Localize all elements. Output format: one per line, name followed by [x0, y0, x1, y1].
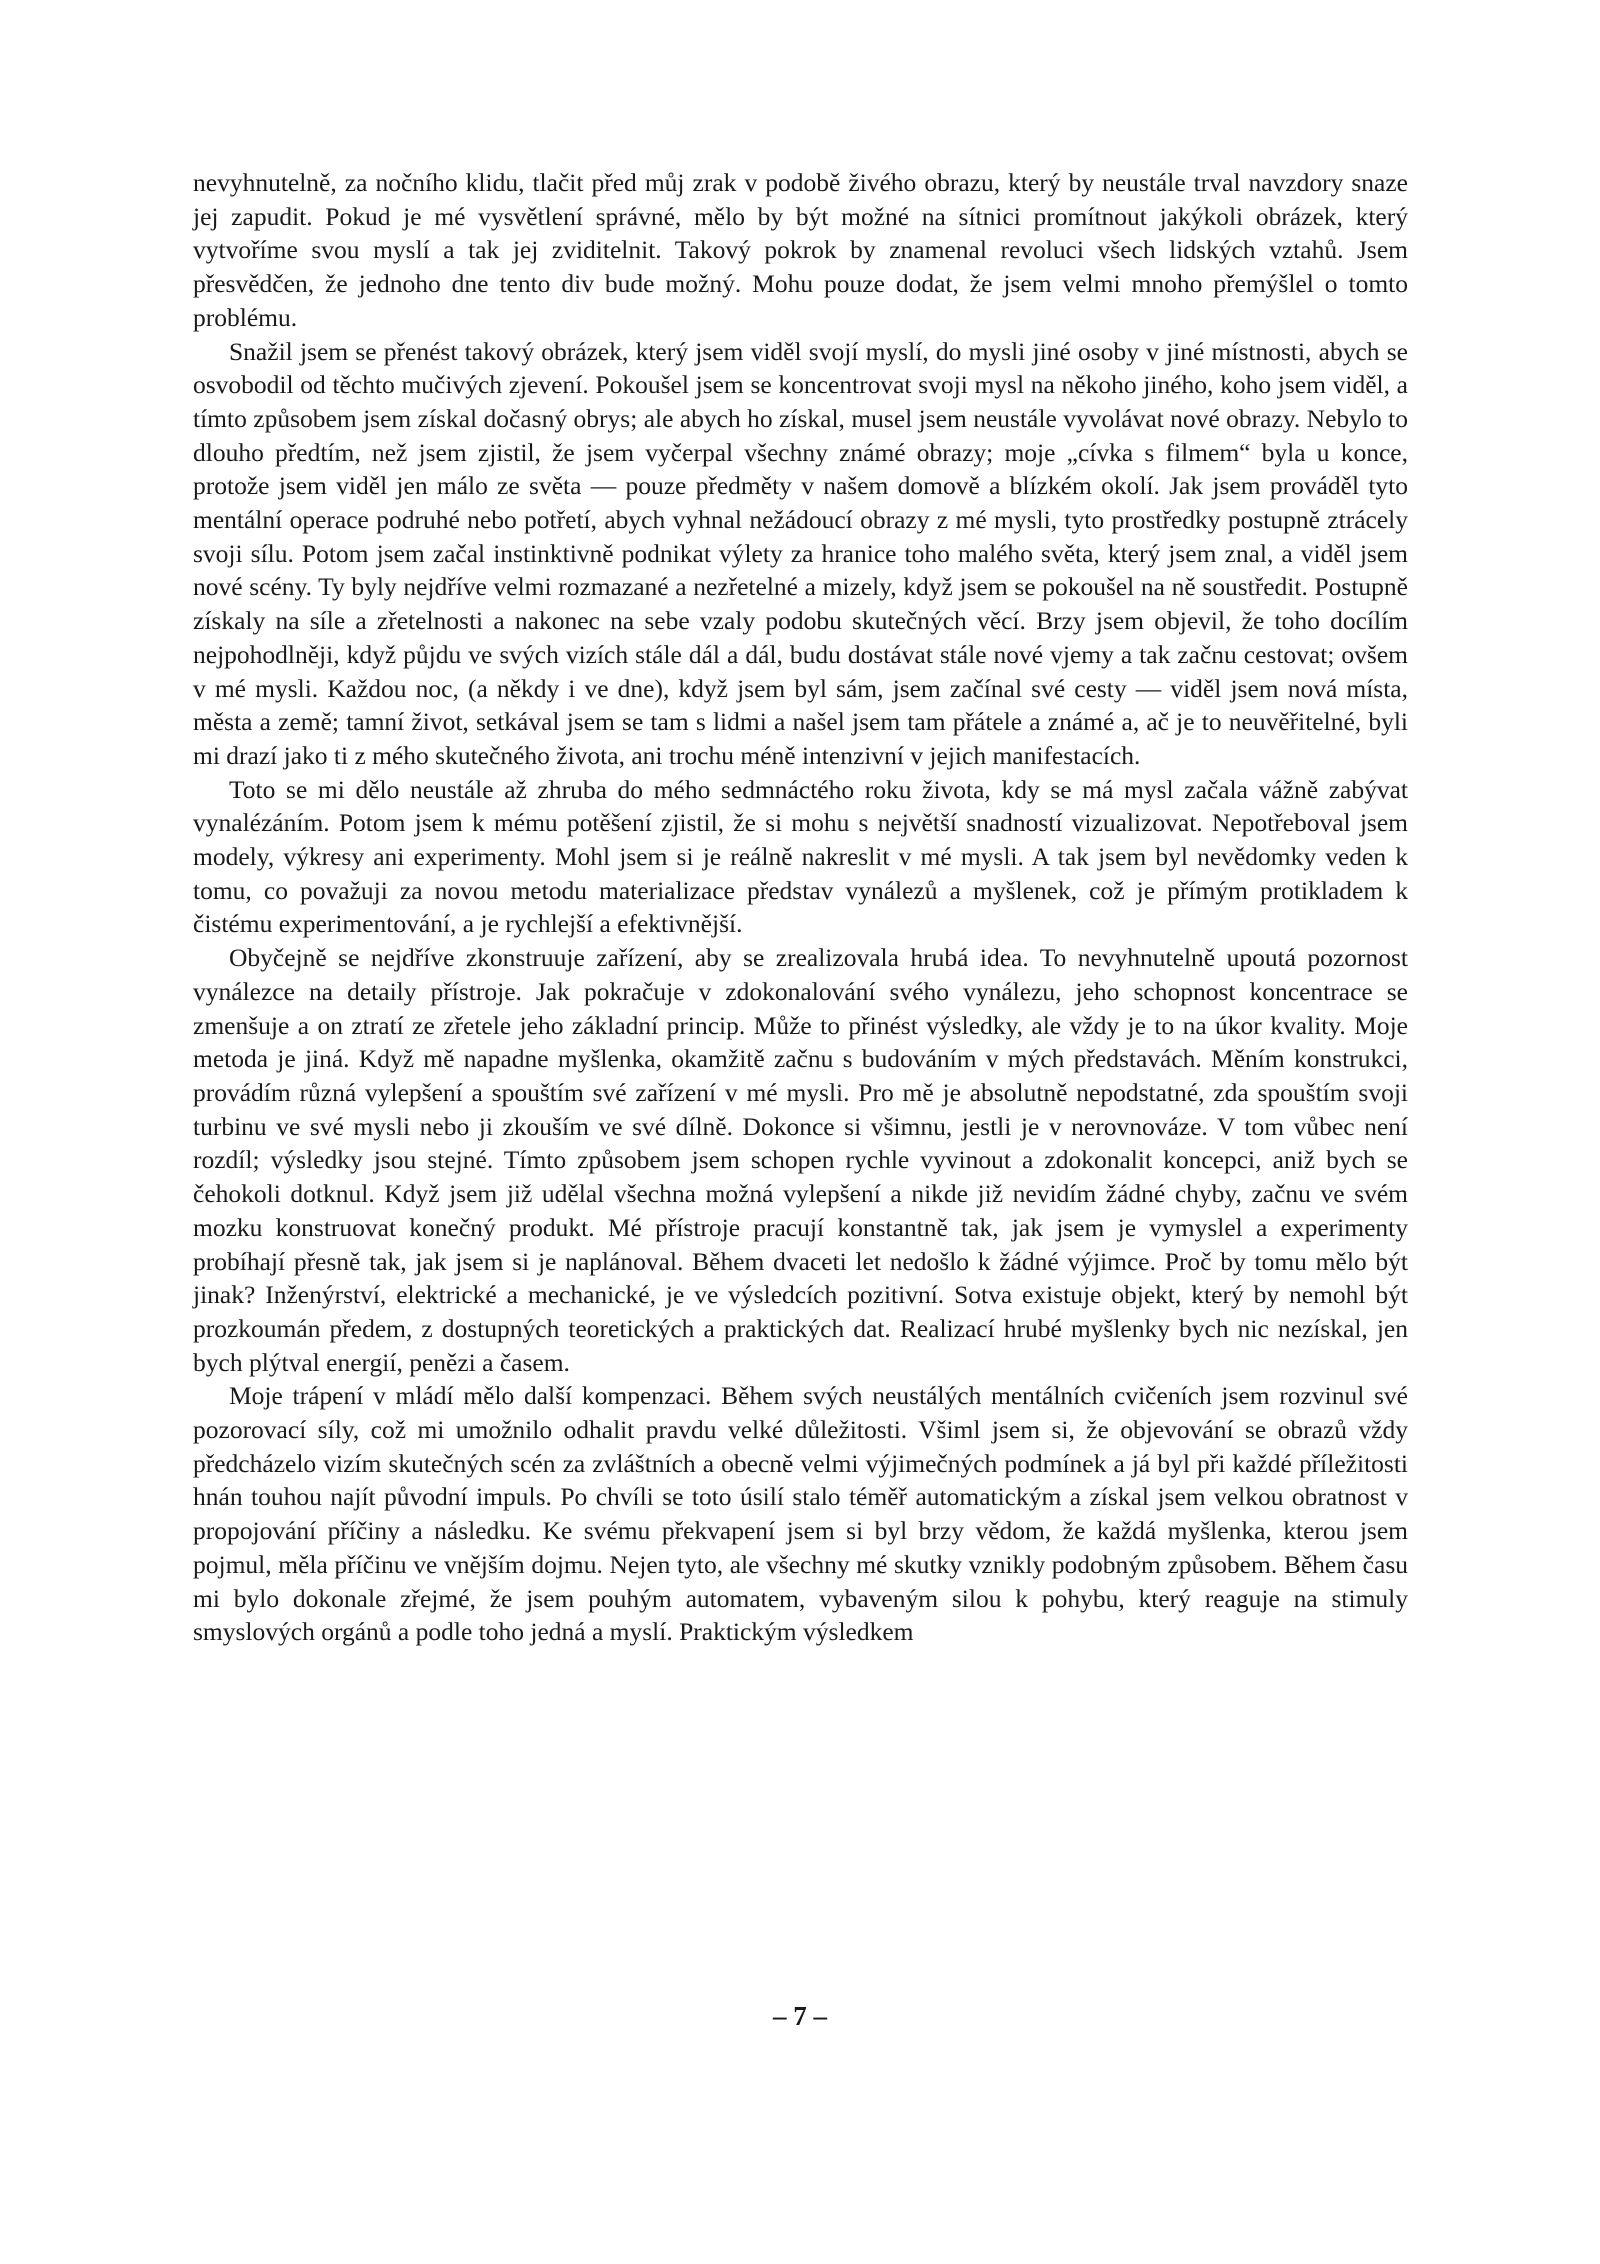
paragraph-5: Moje trápení v mládí mělo další kompenzaci. Během svých neustálých mentálních cvičeních jsem rozvinul své pozorovací síly, což mi umožnilo odhalit pravdu velké důležitosti. Všiml jsem si, že objevování se obrazů vždy předcházelo vizím skutečných scén za zvláštních a obecně velmi výjimečných podmínek a já byl při každé příležitosti hnán touhou najít původní impuls. Po chvíli se toto úsilí stalo téměř automatickým a získal jsem velkou obratnost v propojování příčiny a následku. Ke svému překvapení jsem si byl brzy vědom, že každá myšlenka, kterou jsem pojmul, měla příčinu ve vnějším dojmu. Nejen tyto, ale všechny mé skutky vznikly podobným způsobem. Během času mi bylo dokonale zřejmé, že jsem pouhým automatem, vybaveným silou k pohybu, který reaguje na stimuly smyslových orgánů a podle toho jedná a myslí. Praktickým výsledkem: [193, 1381, 1408, 1647]
paragraph-4: Obyčejně se nejdříve zkonstruuje zařízení, aby se zrealizovala hrubá idea. To nevyhnutelně upoutá pozornost vynálezce na detaily přístroje. Jak pokračuje v zdokonalování svého vynálezu, jeho schopnost koncentrace se zmenšuje a on ztratí ze zřetele jeho základní princip. Může to přinést výsledky, ale vždy je to na úkor kvality. Moje metoda je jiná. Když mě napadne myšlenka, okamžitě začnu s budováním v mých představách. Měním konstrukci, provádím různá vylepšení a spouštím své zařízení v mé mysli. Pro mě je absolutně nepodstatné, zda spouštím svoji turbinu ve své mysli nebo ji zkouším ve své dílně. Dokonce si všimnu, jestli je v nerovnováze. V tom vůbec není rozdíl; výsledky jsou stejné. Tímto způsobem jsem schopen rychle vyvinout a zdokonalit koncepci, aniž bych se čehokoli dotknul. Když jsem již udělal všechna možná vylepšení a nikde již nevidím žádné chyby, začnu ve svém mozku konstruovat konečný produkt. Mé přístroje pracují konstantně tak, jak jsem je vymyslel a experimenty probíhají přesně tak, jak jsem si je naplánoval. Během dvaceti let nedošlo k žádné výjimce. Proč by tomu mělo být jinak? Inženýrství, elektrické a mechanické, je ve výsledcích pozitivní. Sotva existuje objekt, který by nemohl být prozkoumán předem, z dostupných teoretických a praktických dat. Realizací hrubé myšlenky bych nic nezískal, jen bych plýtval energií, penězi a časem.: [193, 943, 1408, 1377]
paragraph-2: Snažil jsem se přenést takový obrázek, který jsem viděl svojí myslí, do mysli jiné osoby v jiné místnosti, abych se osvobodil od těchto mučivých zjevení. Pokoušel jsem se koncentrovat svoji mysl na někoho jiného, koho jsem viděl, a tímto způsobem jsem získal dočasný obrys; ale abych ho získal, musel jsem neustále vyvolávat nové obrazy. Nebylo to dlouho předtím, než jsem zjistil, že jsem vyčerpal všechny známé obrazy; moje „cívka s filmem“ byla u konce, protože jsem viděl jen málo ze světa — pouze předměty v našem domově a blízkém okolí. Jak jsem prováděl tyto mentální operace podruhé nebo potřetí, abych vyhnal nežádoucí obrazy z mé mysli, tyto prostředky postupně ztrácely svoji sílu. Potom jsem začal instinktivně podnikat výlety za hranice toho malého světa, který jsem znal, a viděl jsem nové scény. Ty byly nejdříve velmi rozmazané a nezřetelné a mizely, když jsem se pokoušel na ně soustředit. Postupně získaly na síle a zřetelnosti a nakonec na sebe vzaly podobu skutečných věcí. Brzy jsem objevil, že toho docílím nejpohodlněji, když půjdu ve svých vizích stále dál a dál, budu dostávat stále nové vjemy a tak začnu cestovat; ovšem v mé mysli. Každou noc, (a někdy i ve dne), když jsem byl sám, jsem začínal své cesty — viděl jsem nová místa, města a země; tamní život, setkával jsem se tam s lidmi a našel jsem tam přátele a známé a, ač je to neuvěřitelné, byli mi drazí jako ti z mého skutečného života, ani trochu méně intenzivní v jejich manifestacích.: [193, 336, 1408, 770]
page-number: – 7 –: [773, 2001, 827, 2031]
page-body: [193, 166, 1408, 1649]
paragraph-1: nevyhnutelně, za nočního klidu, tlačit před můj zrak v podobě živého obrazu, který by neustále trval navzdory snaze jej zapudit. Pokud je mé vysvětlení správné, mělo by být možné na sítnici promítnout jakýkoli obrázek, který vytvoříme svou myslí a tak jej zviditelnit. Takový pokrok by znamenal revoluci všech lidských vztahů. Jsem přesvědčen, že jednoho dne tento div bude možný. Mohu pouze dodat, že jsem velmi mnoho přemýšlel o tomto problému.: [193, 168, 1408, 332]
paragraph-3: Toto se mi dělo neustále až zhruba do mého sedmnáctého roku života, kdy se má mysl začala vážně zabývat vynalézáním. Potom jsem k mému potěšení zjistil, že si mohu s největší snadností vizualizovat. Nepotřeboval jsem modely, výkresy ani experimenty. Mohl jsem si je reálně nakreslit v mé mysli. A tak jsem byl nevědomky veden k tomu, co považuji za novou metodu materializace představ vynálezů a myšlenek, což je přímým protikladem k čistému experimentování, a je rychlejší a efektivnější.: [193, 774, 1408, 939]
